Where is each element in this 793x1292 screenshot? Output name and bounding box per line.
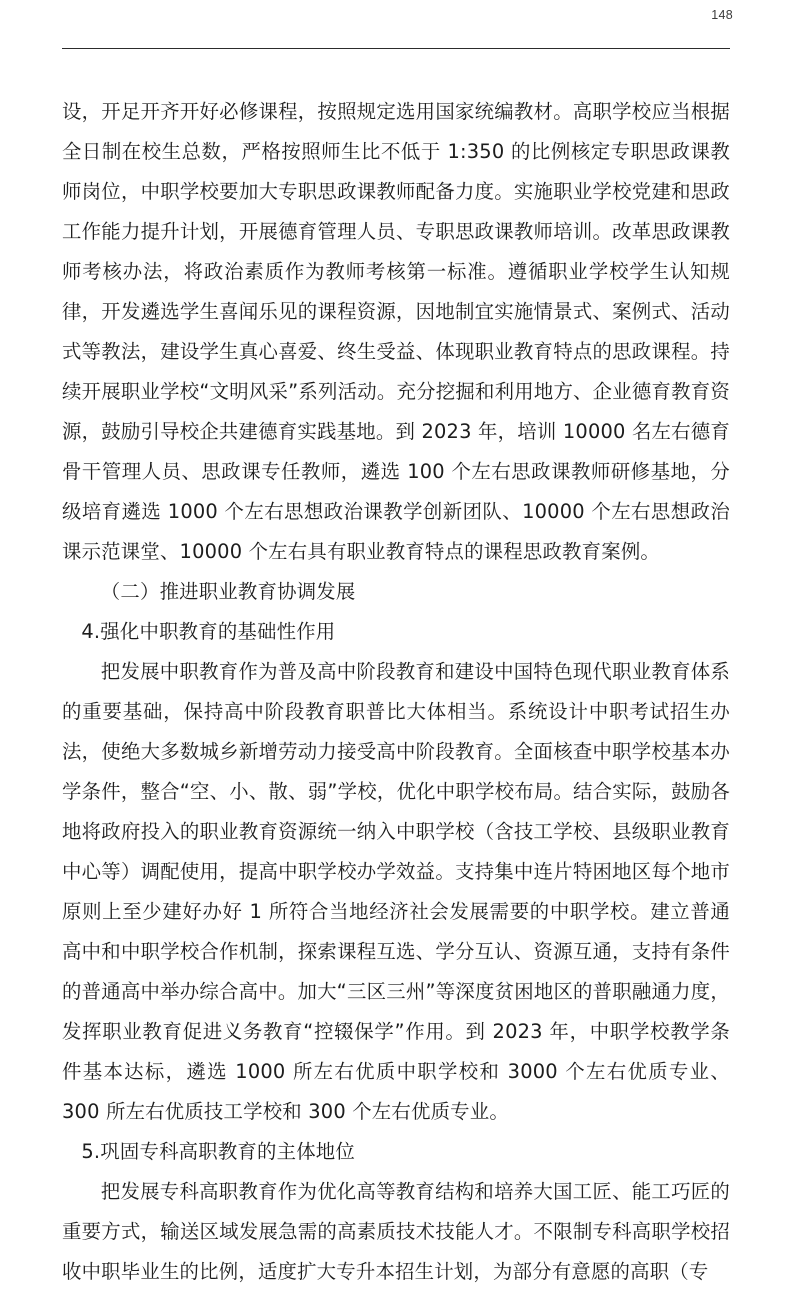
header-divider [62, 48, 730, 49]
page-body [62, 92, 730, 1292]
page-number: 148 [711, 8, 733, 22]
paragraph-body: 把发展专科高职教育作为优化高等教育结构和培养大国工匠、能工巧匠的重要方式，输送区域发展急需的高素质技术技能人才。不限制专科高职学校招收中职毕业生的比例，适度扩大专升本招生计划，为部分有意愿的高职（专 [62, 1180, 730, 1283]
subsection-heading: 5.巩固专科高职教育的主体地位 [81, 1140, 355, 1163]
paragraph-body: 把发展中职教育作为普及高中阶段教育和建设中国特色现代职业教育体系的重要基础，保持高中阶段教育职普比大体相当。系统设计中职考试招生办法，使绝大多数城乡新增劳动力接受高中阶段教育。全面核查中职学校基本办学条件，整合“空、小、散、弱”学校，优化中职学校布局。结合实际，鼓励各地将政府投入的职业教育资源统一纳入中职学校（含技工学校、县级职业教育中心等）调配使用，提高中职学校办学效益。支持集中连片特困地区每个地市原则上至少建好办好 1 所符合当地经济社会发展需要的中职学校。建立普通高中和中职学校合作机制，探索课程互选、学分互认、资源互通，支持有条件的普通高中举办综合高中。加大“三区三州”等深度贫困地区的普职融通力度，发挥职业教育促进义务教育“控辍保学”作用。到 2023 年，中职学校教学条件基本达标，遴选 1000 所左右优质中职学校和 3000 个左右优质专业、300 所左右优质技工学校和 300 个左右优质专业。 [62, 660, 730, 1123]
paragraph-body: 设，开足开齐开好必修课程，按照规定选用国家统编教材。高职学校应当根据全日制在校生总数，严格按照师生比不低于 1:350 的比例核定专职思政课教师岗位，中职学校要加大专职思政课教师配备力度。实施职业学校党建和思政工作能力提升计划，开展德育管理人员、专职思政课教师培训。改革思政课教师考核办法，将政治素质作为教师考核第一标准。遵循职业学校学生认知规律，开发遴选学生喜闻乐见的课程资源，因地制宜实施情景式、案例式、活动式等教法，建设学生真心喜爱、终生受益、体现职业教育特点的思政课程。持续开展职业学校“文明风采”系列活动。充分挖掘和利用地方、企业德育教育资源，鼓励引导校企共建德育实践基地。到 2023 年，培训 10000 名左右德育骨干管理人员、思政课专任教师，遴选 100 个左右思政课教师研修基地，分级培育遴选 1000 个左右思想政治课教学创新团队、10000 个左右思想政治课示范课堂、10000 个左右具有职业教育特点的课程思政教育案例。 [62, 100, 730, 563]
subsection-heading: 4.强化中职教育的基础性作用 [81, 620, 336, 643]
section-heading: （二）推进职业教育协调发展 [100, 580, 356, 603]
